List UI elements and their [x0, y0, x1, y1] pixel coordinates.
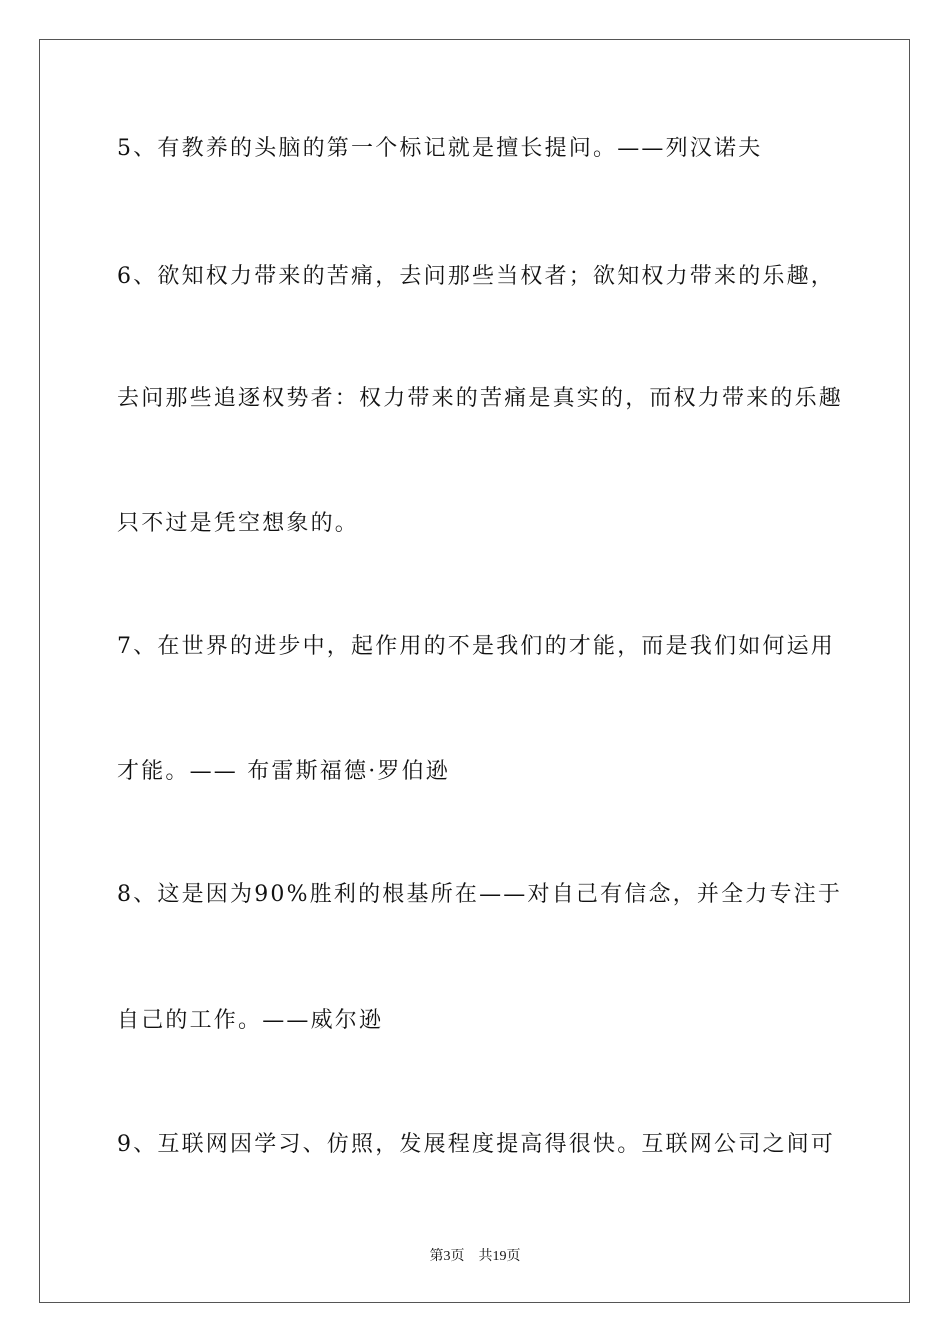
page-total: 共19页: [478, 1249, 521, 1264]
quote-line-6: 才能。—— 布雷斯福德·罗伯逊: [117, 759, 450, 784]
quote-line-1: 5、有教养的头脑的第一个标记就是擅长提问。——列汉诺夫: [117, 136, 763, 161]
quote-line-7: 8、这是因为90%胜利的根基所在——对自己有信念，并全力专注于: [117, 882, 843, 907]
page-number: 第3页: [429, 1249, 465, 1264]
quote-line-9: 9、互联网因学习、仿照，发展程度提高得很快。互联网公司之间可: [117, 1132, 835, 1157]
quote-line-5: 7、在世界的进步中，起作用的不是我们的才能，而是我们如何运用: [117, 634, 835, 659]
quote-line-2: 6、欲知权力带来的苦痛，去问那些当权者；欲知权力带来的乐趣，: [117, 264, 835, 289]
quote-line-4: 只不过是凭空想象的。: [117, 511, 360, 536]
quote-line-8: 自己的工作。——威尔逊: [117, 1008, 384, 1033]
quote-line-3: 去问那些追逐权势者：权力带来的苦痛是真实的，而权力带来的乐趣: [117, 386, 844, 411]
page-footer: [0, 1248, 950, 1266]
page-border: [39, 39, 910, 1303]
